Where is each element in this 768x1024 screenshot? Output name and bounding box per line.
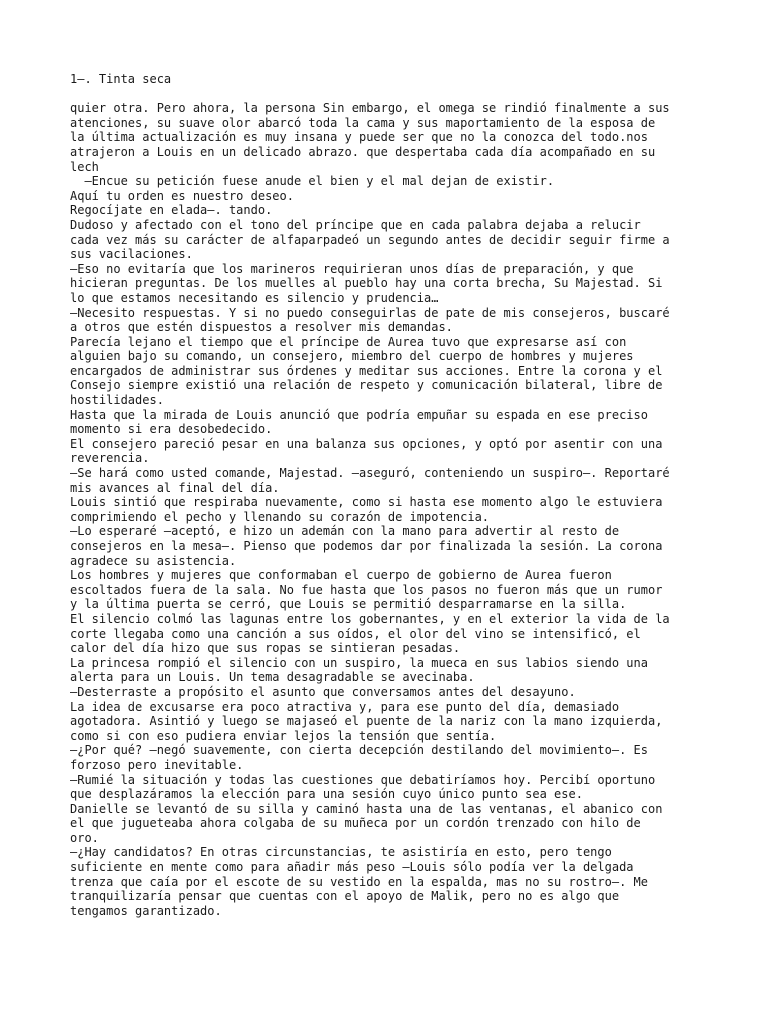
text-line: —¿Hay candidatos? En otras circunstancias, te asistiría en esto, pero tengo — [70, 845, 612, 860]
text-line: la última actualización es muy insana y puede ser que no la conozca del todo.nos — [70, 130, 648, 145]
text-line: hostilidades. — [70, 393, 164, 408]
text-line: suficiente en mente como para añadir más peso —Louis sólo podía ver la delgada — [70, 860, 634, 875]
text-line: Danielle se levantó de su silla y caminó hasta una de las ventanas, el abanico con — [70, 801, 663, 816]
text-line: oro. — [70, 830, 99, 845]
text-line: El silencio colmó las lagunas entre los gobernantes, y en el exterior la vida de la — [70, 611, 670, 626]
text-line: lo que estamos necesitando es silencio y prudencia… — [70, 290, 439, 305]
text-line: encargados de administrar sus órdenes y meditar sus acciones. Entre la corona y el — [70, 363, 663, 378]
text-line: Louis sintió que respiraba nuevamente, como si hasta ese momento algo le estuviera — [70, 495, 663, 510]
text-line: hicieran preguntas. De los muelles al pueblo hay una corta brecha, Su Majestad. Si — [70, 276, 663, 291]
text-line: —Desterraste a propósito el asunto que conversamos antes del desayuno. — [70, 684, 576, 699]
document-body — [70, 101, 710, 918]
text-line: y la última puerta se cerró, que Louis se permitió desparramarse en la silla. — [70, 597, 627, 612]
text-line: Consejo siempre existió una relación de respeto y comunicación bilateral, libre de — [70, 378, 663, 393]
text-line: a otros que estén dispuestos a resolver mis demandas. — [70, 320, 453, 335]
text-line: Hasta que la mirada de Louis anunció que podría empuñar su espada en ese preciso — [70, 407, 648, 422]
document-page — [70, 72, 710, 918]
text-line: escoltados fuera de la sala. No fue hasta que los pasos no fueron más que un rumor — [70, 582, 663, 597]
text-line: trenza que caía por el escote de su vestido en la espalda, mas no su rostro—. Me — [70, 874, 648, 889]
text-line: que desplazáramos la elección para una sesión cuyo único punto sea ese. — [70, 787, 583, 802]
text-line: atenciones, su suave olor abarcó toda la cama y sus maportamiento de la esposa de — [70, 115, 656, 130]
text-line: Aquí tu orden es nuestro deseo. — [70, 188, 294, 203]
text-line: —Necesito respuestas. Y si no puedo conseguirlas de pate de mis consejeros, buscaré — [70, 305, 670, 320]
text-line: —Encue su petición fuese anude el bien y el mal dejan de existir. — [70, 174, 555, 189]
text-line: Dudoso y afectado con el tono del príncipe que en cada palabra dejaba a relucir — [70, 217, 641, 232]
text-line: —Lo esperaré —aceptó, e hizo un ademán con la mano para advertir al resto de — [70, 524, 620, 539]
chapter-title: 1—. Tinta seca — [70, 72, 172, 86]
text-line: corte llegaba como una canción a sus oídos, el olor del vino se intensificó, el — [70, 626, 641, 641]
text-line: atrajeron a Louis en un delicado abrazo. que despertaba cada día acompañado en su — [70, 144, 656, 159]
text-line: alerta para un Louis. Un tema desagradable se avecinaba. — [70, 670, 475, 685]
text-line: sus vacilaciones. — [70, 247, 193, 262]
text-line: agradece su asistencia. — [70, 553, 237, 568]
text-line: quier otra. Pero ahora, la persona Sin embargo, el omega se rindió finalmente a sus — [70, 101, 670, 116]
text-line: agotadora. Asintió y luego se majaseó el puente de la nariz con la mano izquierda, — [70, 714, 663, 729]
text-line: forzoso pero inevitable. — [70, 757, 244, 772]
text-line: como si con eso pudiera enviar lejos la tensión que sentía. — [70, 728, 497, 743]
text-line: La idea de excusarse era poco atractiva y, para ese punto del día, demasiado — [70, 699, 620, 714]
text-line: mis avances al final del día. — [70, 480, 280, 495]
text-line: lech — [70, 159, 99, 174]
text-line: el que jugueteaba ahora colgaba de su muñeca por un cordón trenzado con hilo de — [70, 816, 641, 831]
text-line: comprimiendo el pecho y llenando su corazón de impotencia. — [70, 509, 490, 524]
text-line: Parecía lejano el tiempo que el príncipe de Aurea tuvo que expresarse así con — [70, 334, 627, 349]
text-line: —Rumié la situación y todas las cuestiones que debatiríamos hoy. Percibí oportuno — [70, 772, 656, 787]
text-line: —Se hará como usted comande, Majestad. —aseguró, conteniendo un suspiro—. Reportaré — [70, 466, 670, 481]
text-line: —¿Por qué? —negó suavemente, con cierta decepción destilando del movimiento—. Es — [70, 743, 648, 758]
text-line: El consejero pareció pesar en una balanza sus opciones, y optó por asentir con una — [70, 436, 663, 451]
text-line: cada vez más su carácter de alfaparpadeó un segundo antes de decidir seguir firme a — [70, 232, 670, 247]
text-line: momento si era desobedecido. — [70, 422, 273, 437]
text-line: Los hombres y mujeres que conformaban el cuerpo de gobierno de Aurea fueron — [70, 568, 612, 583]
text-line: tengamos garantizado. — [70, 903, 222, 918]
text-line: tranquilizaría pensar que cuentas con el apoyo de Malik, pero no es algo que — [70, 889, 620, 904]
text-line: alguien bajo su comando, un consejero, miembro del cuerpo de hombres y mujeres — [70, 349, 634, 364]
text-line: Regocíjate en elada—. tando. — [70, 203, 273, 218]
text-line: consejeros en la mesa—. Pienso que podemos dar por finalizada la sesión. La corona — [70, 539, 663, 553]
text-line: La princesa rompió el silencio con un suspiro, la mueca en sus labios siendo una — [70, 655, 648, 670]
text-line: reverencia. — [70, 451, 150, 466]
text-line: calor del día hizo que sus ropas se sintieran pesadas. — [70, 641, 461, 656]
text-line: —Eso no evitaría que los marineros requirieran unos días de preparación, y que — [70, 261, 634, 276]
